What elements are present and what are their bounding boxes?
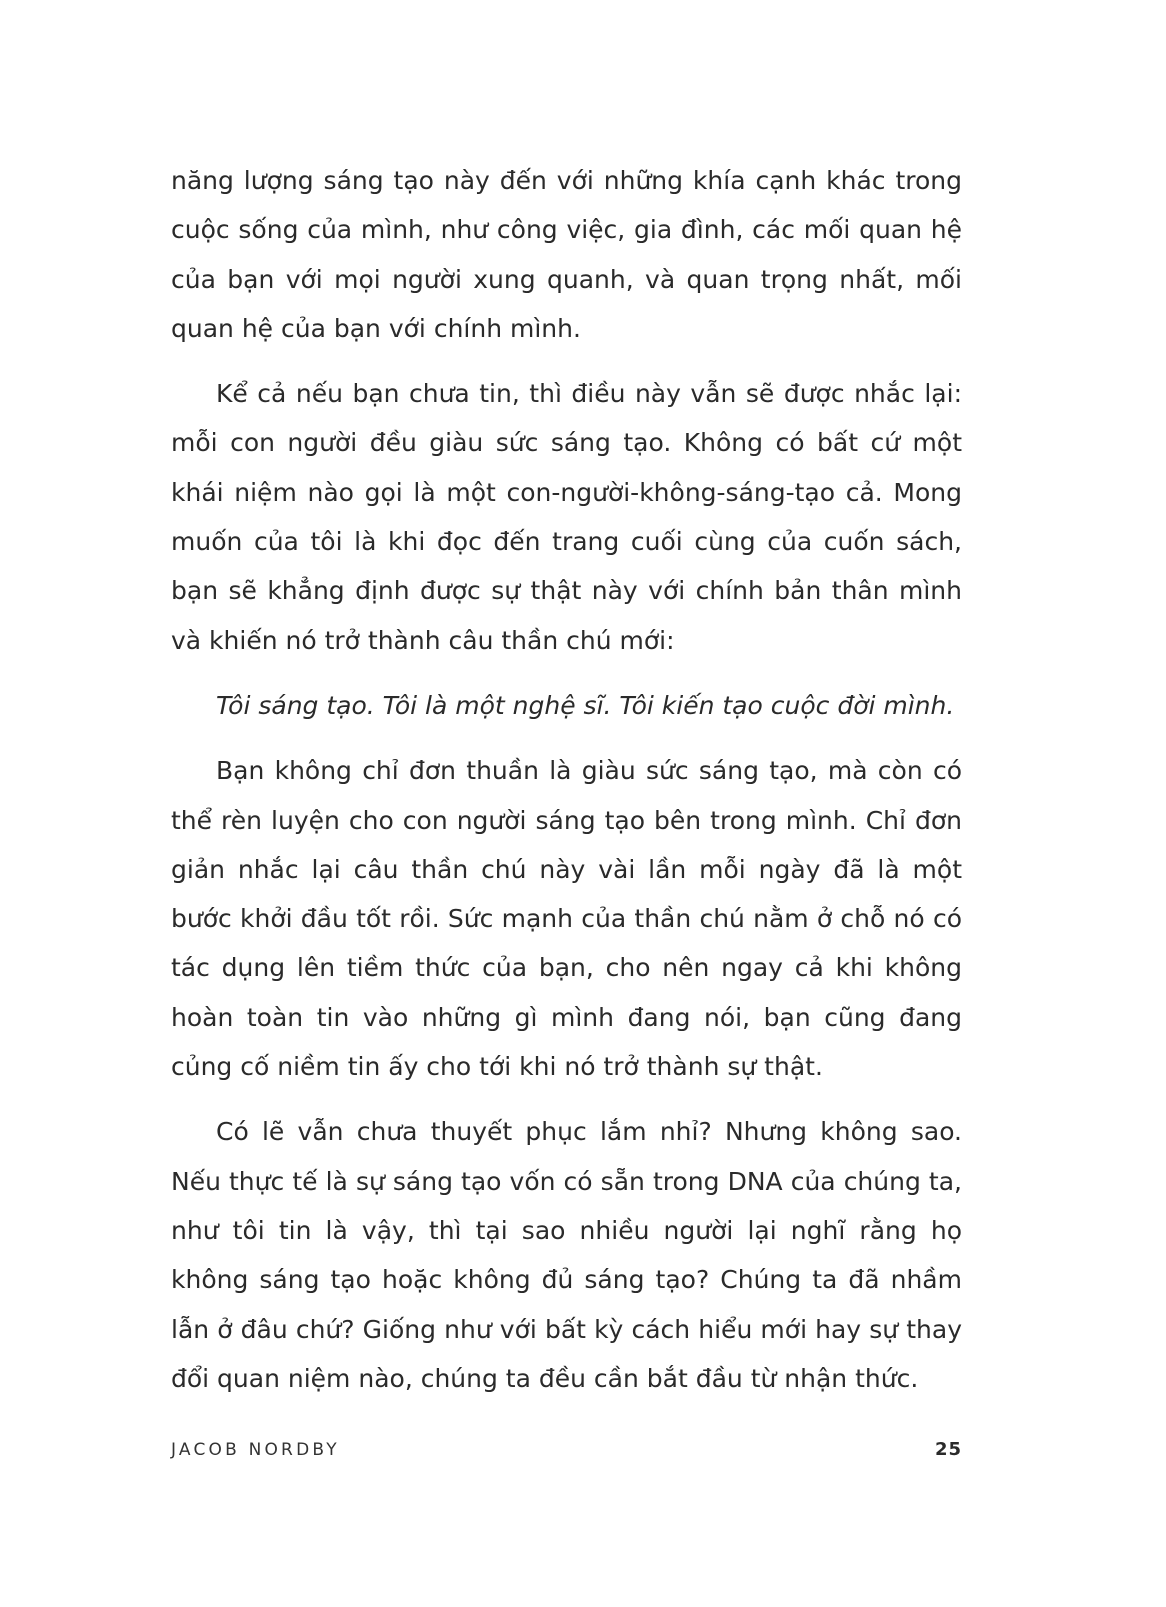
body-text — [171, 156, 962, 1419]
paragraph-continuation: năng lượng sáng tạo này đến với những khía cạnh khác trong cuộc sống của mình, như công việc, gia đình, các mối quan hệ của bạn với mọi người xung quanh, và quan trọng nhất, mối quan hệ của bạn với chính mình. — [171, 166, 962, 343]
paragraph-practice: Bạn không chỉ đơn thuần là giàu sức sáng tạo, mà còn có thể rèn luyện cho con người sáng tạo bên trong mình. Chỉ đơn giản nhắc lại câu thần chú này vài lần mỗi ngày đã là một bước khởi đầu tốt rồi. Sức mạnh của thần chú nằm ở chỗ nó có tác dụng lên tiềm thức của bạn, cho nên ngay cả khi không hoàn toàn tin vào những gì mình đang nói, bạn cũng đang củng cố niềm tin ấy cho tới khi nó trở thành sự thật. — [171, 756, 962, 1082]
mantra-quote: Tôi sáng tạo. Tôi là một nghệ sĩ. Tôi kiến tạo cuộc đời mình. — [216, 690, 955, 720]
paragraph-awareness: Có lẽ vẫn chưa thuyết phục lắm nhỉ? Nhưng không sao. Nếu thực tế là sự sáng tạo vốn có sẵn trong DNA của chúng ta, như tôi tin là vậy, thì tại sao nhiều người lại nghĩ rằng họ không sáng tạo hoặc không đủ sáng tạo? Chúng ta đã nhầm lẫn ở đâu chứ? Giống như với bất kỳ cách hiểu mới hay sự thay đổi quan niệm nào, chúng ta đều cần bắt đầu từ nhận thức. — [171, 1117, 962, 1393]
paragraph-mantra-intro: Kể cả nếu bạn chưa tin, thì điều này vẫn sẽ được nhắc lại: mỗi con người đều giàu sức sáng tạo. Không có bất cứ một khái niệm nào gọi là một con-người-không-sáng-tạo cả. Mong muốn của tôi là khi đọc đến trang cuối cùng của cuốn sách, bạn sẽ khẳng định được sự thật này với chính bản thân mình và khiến nó trở thành câu thần chú mới: — [171, 379, 962, 655]
footer-author: JACOB NORDBY — [171, 1440, 340, 1460]
page-number: 25 — [934, 1439, 962, 1460]
